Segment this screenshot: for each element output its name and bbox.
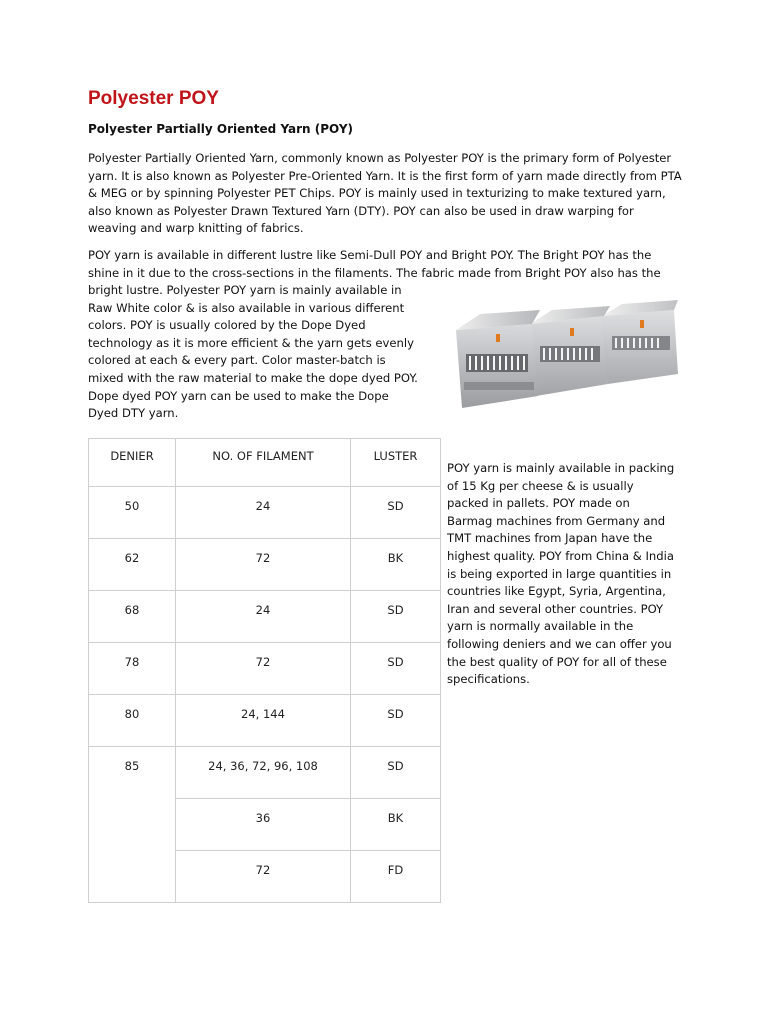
cell-luster: SD: [351, 747, 441, 799]
poy-spinning-machine-image: [452, 296, 680, 414]
cell-luster: BK: [351, 539, 441, 591]
lustre-paragraph-rest: bright lustre. Polyester POY yarn is mainly available in Raw White color & is also available in various different colors. POY is usually colored by the Dope Dyed technology as it is more efficient & the yarn gets evenly colored at each & every part. Color master-batch is mixed with the raw material to make the dope dyed POY. Dope dyed POY yarn can be used to make the Dope Dyed DTY yarn.: [88, 283, 418, 421]
lustre-paragraph-lead: POY yarn is available in different lustre like Semi-Dull POY and Bright POY. The Bright POY has the shine in it due to the cross-sections in the filaments. The fabric made from Bright POY also has the: [88, 248, 661, 280]
table-header-row: [89, 439, 441, 487]
cell-denier: 78: [89, 643, 176, 695]
cell-denier: 62: [89, 539, 176, 591]
cell-luster: SD: [351, 591, 441, 643]
intro-paragraph: Polyester Partially Oriented Yarn, commonly known as Polyester POY is the primary form of Polyester yarn. It is also known as Polyester Pre-Oriented Yarn. It is the first form of yarn made directly from PTA & MEG or by spinning Polyester PET Chips. POY is mainly used in texturizing to make textured yarn, also known as Polyester Drawn Textured Yarn (DTY). POY can also be used in draw warping for weaving and warp knitting of fabrics.: [88, 151, 682, 236]
section-subtitle: Polyester Partially Oriented Yarn (POY): [88, 122, 353, 136]
header-denier: DENIER: [89, 439, 176, 487]
cell-luster: FD: [351, 851, 441, 903]
table-row: [89, 747, 441, 799]
cell-filament: 72: [176, 851, 351, 903]
cell-filament: 72: [176, 643, 351, 695]
cell-filament: 24, 144: [176, 695, 351, 747]
table-row: [89, 591, 441, 643]
cell-luster: SD: [351, 695, 441, 747]
header-luster: LUSTER: [351, 439, 441, 487]
cell-luster: SD: [351, 487, 441, 539]
cell-filament: 24: [176, 487, 351, 539]
cell-denier: 68: [89, 591, 176, 643]
cell-denier: 85: [89, 747, 176, 903]
cell-filament: 72: [176, 539, 351, 591]
packing-paragraph: POY yarn is mainly available in packing of 15 Kg per cheese & is usually packed in pallets. POY made on Barmag machines from Germany and TMT machines from Japan have the highest quality. POY from China & India is being exported in large quantities in countries like Egypt, Syria, Argentina, Iran and several other countries. POY yarn is normally available in the following deniers and we can offer you the best quality of POY for all of these specifications.: [447, 461, 675, 687]
cell-denier: 50: [89, 487, 176, 539]
cell-luster: BK: [351, 799, 441, 851]
page-title: Polyester POY: [88, 88, 219, 109]
table-row: [89, 643, 441, 695]
cell-luster: SD: [351, 643, 441, 695]
table-row: [89, 695, 441, 747]
denier-spec-table: [88, 438, 441, 903]
cell-filament: 36: [176, 799, 351, 851]
cell-filament: 24: [176, 591, 351, 643]
cell-filament: 24, 36, 72, 96, 108: [176, 747, 351, 799]
table-row: [89, 487, 441, 539]
table-row: [89, 539, 441, 591]
cell-denier: 80: [89, 695, 176, 747]
header-filament: NO. OF FILAMENT: [176, 439, 351, 487]
